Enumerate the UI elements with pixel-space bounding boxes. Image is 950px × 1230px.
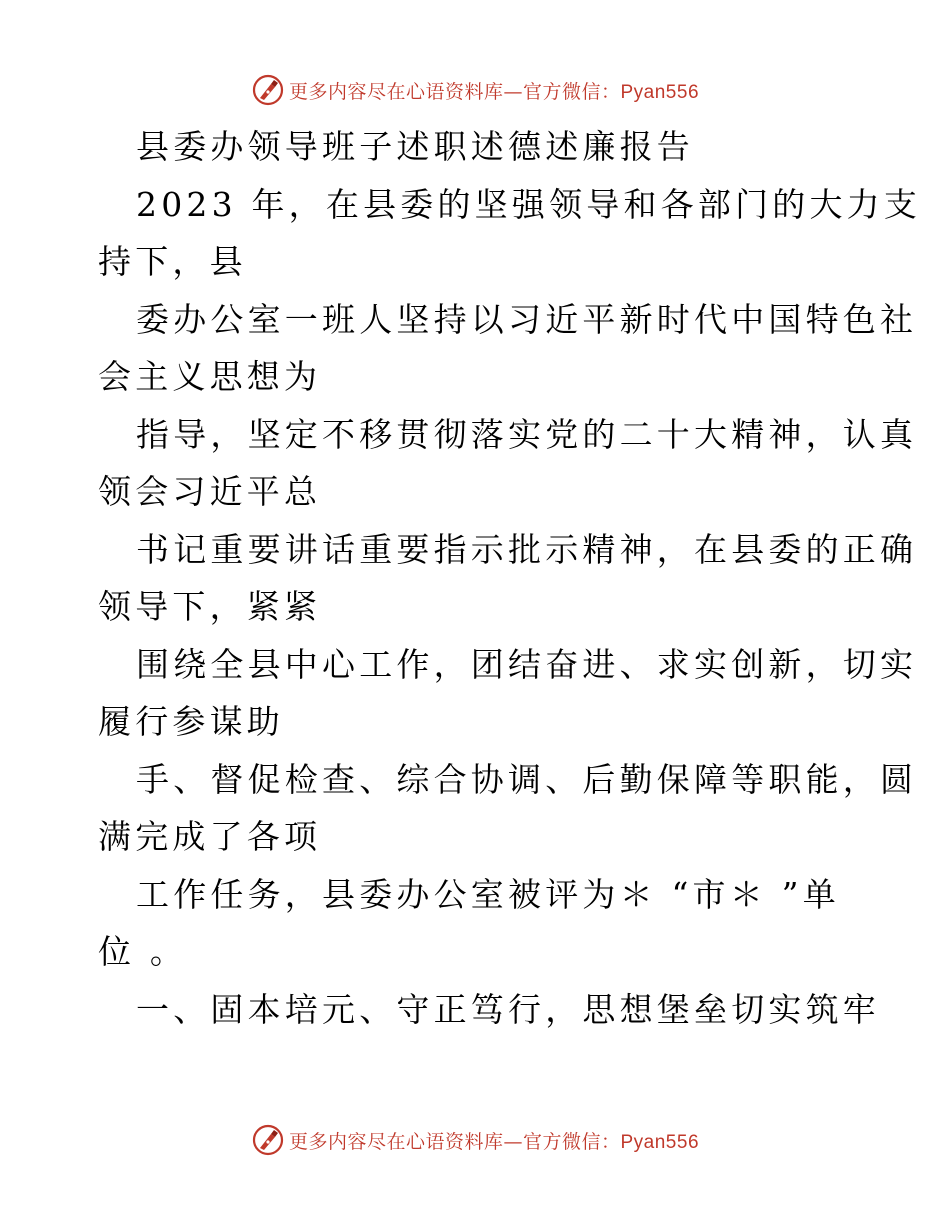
paragraph-line: 领会习近平总	[98, 472, 322, 511]
paragraph-line: 持下，县	[98, 242, 247, 281]
paragraph-line: 工作任务，县委办公室被评为＊ “市＊ ”单	[136, 874, 840, 914]
paragraph-line: 满完成了各项	[98, 817, 322, 856]
paragraph-line: 会主义思想为	[98, 357, 322, 396]
pen-nib-logo-icon	[251, 73, 285, 107]
pen-nib-logo-icon	[251, 1123, 285, 1157]
document-body	[98, 118, 922, 1038]
paragraph-line: 书记重要讲话重要指示批示精神，在县委的正确	[136, 529, 918, 569]
paragraph-line: 领导下，紧紧	[98, 587, 322, 626]
paragraph-line: 围绕全县中心工作，团结奋进、求实创新，切实	[136, 644, 918, 684]
paragraph-line: 指导，坚定不移贯彻落实党的二十大精神，认真	[136, 414, 918, 454]
paragraph-line: 位 。	[98, 932, 188, 971]
paragraph-line: 履行参谋助	[98, 702, 284, 741]
paragraph-line: 委办公室一班人坚持以习近平新时代中国特色社	[136, 299, 918, 339]
watermark-text: 更多内容尽在心语资料库—官方微信：Pyan556	[288, 80, 700, 103]
section-heading: 一、固本培元、守正笃行，思想堡垒切实筑牢	[136, 989, 880, 1029]
paragraph-line: 2023 年，在县委的坚强领导和各部门的大力支	[136, 184, 922, 224]
paragraph-line: 手、督促检查、综合协调、后勤保障等职能，圆	[136, 759, 918, 799]
header-watermark-banner	[0, 70, 950, 110]
footer-watermark-banner	[0, 1120, 950, 1160]
document-title: 县委办领导班子述职述德述廉报告	[136, 127, 694, 166]
watermark-text: 更多内容尽在心语资料库—官方微信：Pyan556	[288, 1130, 700, 1153]
